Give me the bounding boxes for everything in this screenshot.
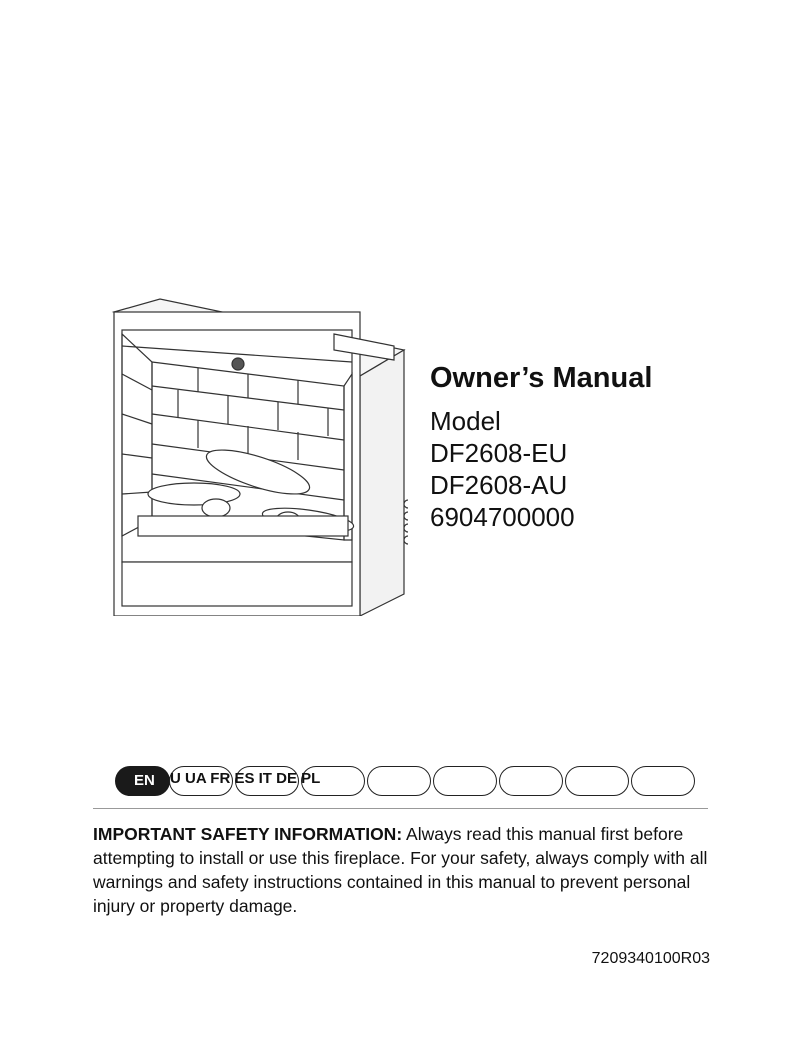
language-active-label: EN — [134, 772, 155, 789]
model-number-article: 6904700000 — [430, 502, 575, 532]
manual-title: Owner’s Manual — [430, 362, 653, 394]
language-bubble — [631, 766, 695, 796]
divider — [93, 808, 708, 809]
language-list: U UA FR ES IT DE PL — [170, 770, 321, 787]
model-number-eu: DF2608-EU — [430, 438, 568, 468]
document-number: 7209340100R03 — [591, 950, 710, 967]
language-bubble — [367, 766, 431, 796]
language-bubble — [433, 766, 497, 796]
model-number-au: DF2608-AU — [430, 470, 568, 500]
language-bubble — [565, 766, 629, 796]
fireplace-illustration — [108, 294, 408, 616]
title-block — [430, 362, 652, 533]
safety-heading: IMPORTANT SAFETY INFORMATION: — [93, 824, 403, 844]
language-badge-active — [115, 766, 170, 796]
language-bubble — [499, 766, 563, 796]
language-strip — [115, 766, 708, 798]
model-label: Model — [430, 406, 501, 436]
safety-body: Always read this manual first before attempting to install or use this fireplace. For your safety, always comply with all warnings and safety instructions contained in this manual to prevent personal injury or property damage. — [93, 824, 708, 916]
safety-information — [93, 822, 713, 918]
